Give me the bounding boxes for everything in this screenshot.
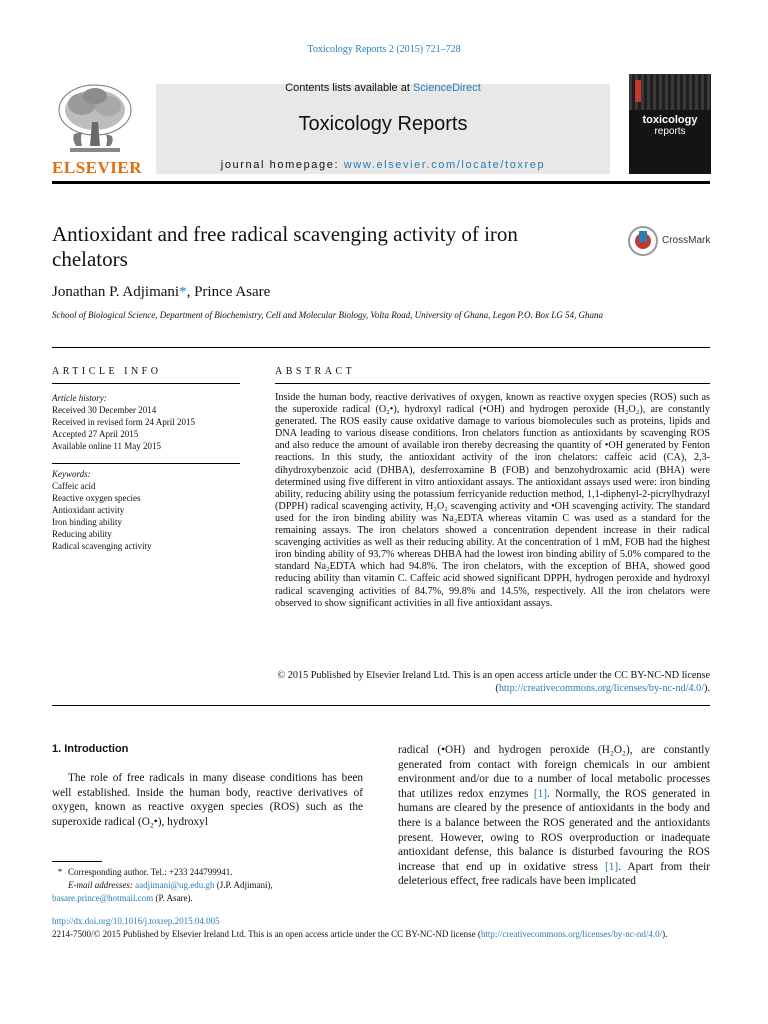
keyword-item: Caffeic acid [52, 481, 96, 491]
keywords-rule [52, 463, 240, 464]
journal-cover-thumbnail[interactable] [629, 74, 711, 174]
keywords-label: Keywords: [52, 469, 91, 479]
doi-link[interactable]: http://dx.doi.org/10.1016/j.toxrep.2015.04.005 [52, 916, 220, 926]
keyword-item: Iron binding ability [52, 517, 122, 527]
email-link-2[interactable]: basare.prince@hotmail.com [52, 893, 154, 903]
reference-link-1b[interactable]: [1] [605, 860, 619, 873]
cover-pattern [629, 74, 711, 110]
issn-suffix: ). [662, 929, 668, 939]
license-link[interactable]: http://creativecommons.org/licenses/by-nc-nd/4.0/ [498, 683, 705, 694]
article-title: Antioxidant and free radical scavenging activity of iron chelators [52, 222, 518, 271]
issn-text: 2214-7500/© 2015 Published by Elsevier Ireland Ltd. This is an open access article under the CC BY-NC-ND license ( [52, 929, 481, 939]
intro-text-c: . Apart from their deleterious effect, free radicals have been implicated [398, 860, 710, 888]
header-divider [52, 181, 710, 184]
footnote-rule [52, 861, 102, 862]
cover-accent-bar [635, 80, 641, 102]
contents-prefix: Contents lists available at [285, 82, 413, 94]
reference-link-1[interactable]: [1] [533, 787, 548, 800]
introduction-heading: 1. Introduction [52, 743, 129, 755]
issn-license-link[interactable]: http://creativecommons.org/licenses/by-nc-nd/4.0/ [480, 929, 663, 939]
keyword-item: Reactive oxygen species [52, 493, 141, 503]
article-info-rule [52, 383, 240, 384]
keyword-item: Reducing ability [52, 529, 112, 539]
journal-reference[interactable]: Toxicology Reports 2 (2015) 721–728 [307, 44, 461, 55]
email-owner-2: (P. Asare). [153, 893, 193, 903]
abstract-heading: ABSTRACT [275, 366, 356, 377]
crossmark-icon [628, 226, 658, 256]
affiliation-divider [52, 347, 710, 348]
keywords-list [52, 468, 240, 552]
abstract-rule [275, 383, 710, 384]
footnote-block [52, 866, 363, 905]
corresponding-author-mark[interactable]: * [179, 284, 187, 300]
homepage-prefix: journal homepage: [220, 159, 344, 171]
article-history [52, 392, 240, 452]
intro-text-a: radical (•OH) and hydrogen peroxide (H₂O₂), are constantly generated from contact with foreign chemicals in our ambient environment and/or due to a number of local metabolic processes that utilizes redox enzymes [398, 744, 710, 800]
article-info-heading: ARTICLE INFO [52, 366, 162, 377]
crossmark-badge[interactable] [628, 226, 714, 260]
author-names-first: Jonathan P. Adjimani [52, 284, 180, 300]
history-online: Available online 11 May 2015 [52, 441, 161, 451]
introduction-paragraph-left: The role of free radicals in many disease conditions has been well established. Inside the human body, reactive derivatives of oxygen, known as reactive oxygen species (ROS) such as the superoxide radical (O₂•), hydroxyl [52, 772, 363, 828]
journal-homepage-line [156, 159, 610, 171]
history-label: Article history: [52, 393, 107, 403]
email-link-1[interactable]: aadjimani@ug.edu.gh [135, 880, 215, 890]
history-accepted: Accepted 27 April 2015 [52, 429, 139, 439]
sciencedirect-link[interactable]: ScienceDirect [412, 82, 481, 94]
issn-copyright [52, 928, 710, 941]
abstract-license [275, 669, 710, 695]
history-received: Received 30 December 2014 [52, 405, 157, 415]
elsevier-wordmark: ELSEVIER [52, 158, 142, 177]
keyword-item: Antioxidant activity [52, 505, 125, 515]
intro-text-b: . Normally, the ROS generated in humans are cleared by the presence of antioxidants in the body and there is a balance between the ROS generated and the antioxidants present. However, owing to ROS overproduction or inadequate antioxidant defense, this balance is disturbed favouring the ROS increase that end up in oxidative stress [398, 787, 710, 873]
email-label: E-mail addresses: [68, 880, 133, 890]
email-line-2 [52, 892, 363, 905]
author-list [52, 284, 270, 301]
email-line [52, 879, 363, 892]
abstract-text: Inside the human body, reactive derivatives of oxygen, known as reactive oxygen species (ROS) such as the superoxide radical (O₂•), hydroxyl radical (•OH) and hydrogen peroxide (H₂O₂), are constantly generated. The ROS easily cause oxidative damage to various biomolecules such as proteins, lipids and DNA leading to various disease conditions. Iron chelators function as antioxidants by scavenging ROS and also reduce the amount of available iron thereby decreasing the quantity of •OH generated by Fenton reactions. In this study, the antioxidant activity of the iron chelators: caffeic acid (CA), 2,3-dihydroxybenzoic acid (DHBA), desferroxamine B (FOB) and benzohydroxamic acid (BHA) were determined using five different in vitro antioxidant assays. The antioxidant assays used were: iron binding ability, reducing ability using the potassium ferricyanide reduction method, 1,1-diphenyl-2-picrylhydrazyl (DPPH) radical scavenging activity, H₂O₂ scavenging activity and •OH scavenging activity. The standard used for the iron binding ability was Na₂EDTA whereas vitamin C was used as a standard for the remaining assays. The iron chelators showed a concentration dependent increase in their radical scavenging activities as well as their reducing ability. At the concentration of 1 mM, FOB had the highest iron binding ability of 93.7% whereas DHBA had the lowest iron binding ability of 5.0% compared to the standard Na₂EDTA which had 94.8%. The iron chelators, with the exception of BHA, showed good reducing ability than vitamin C. Caffeic acid showed significant DPPH, hydrogen peroxide and hydroxyl radical scavenging activities of 84.7%, 99.8% and 14.5%, respectively. All the iron chelators were observed to show significant activities in all five antioxidant assays. [275, 392, 710, 609]
abstract-divider [52, 705, 710, 706]
author-names-rest: , Prince Asare [186, 284, 271, 300]
crossmark-label: CrossMark [662, 235, 711, 246]
cover-title-line1: toxicology [642, 114, 698, 126]
keyword-item: Radical scavenging activity [52, 541, 152, 551]
journal-title: Toxicology Reports [298, 113, 468, 135]
license-text: © 2015 Published by Elsevier Ireland Ltd. This is an open access article under the CC BY-NC-ND license ( [277, 670, 710, 694]
contents-list-line [156, 82, 610, 94]
email-owner-1: (J.P. Adjimani), [214, 880, 273, 890]
introduction-paragraph-right [398, 743, 710, 889]
license-suffix: ). [704, 683, 710, 694]
cover-title-line2: reports [654, 126, 686, 137]
author-affiliation: School of Biological Science, Department of Biochemistry, Cell and Molecular Biology, Volta Road, University of Ghana, Legon P.O. Box LG 54, Ghana [52, 310, 604, 320]
homepage-link[interactable]: www.elsevier.com/locate/toxrep [343, 159, 546, 171]
corresponding-author-note: * Corresponding author. Tel.: +233 244799941. [57, 867, 233, 877]
history-revised: Received in revised form 24 April 2015 [52, 417, 195, 427]
